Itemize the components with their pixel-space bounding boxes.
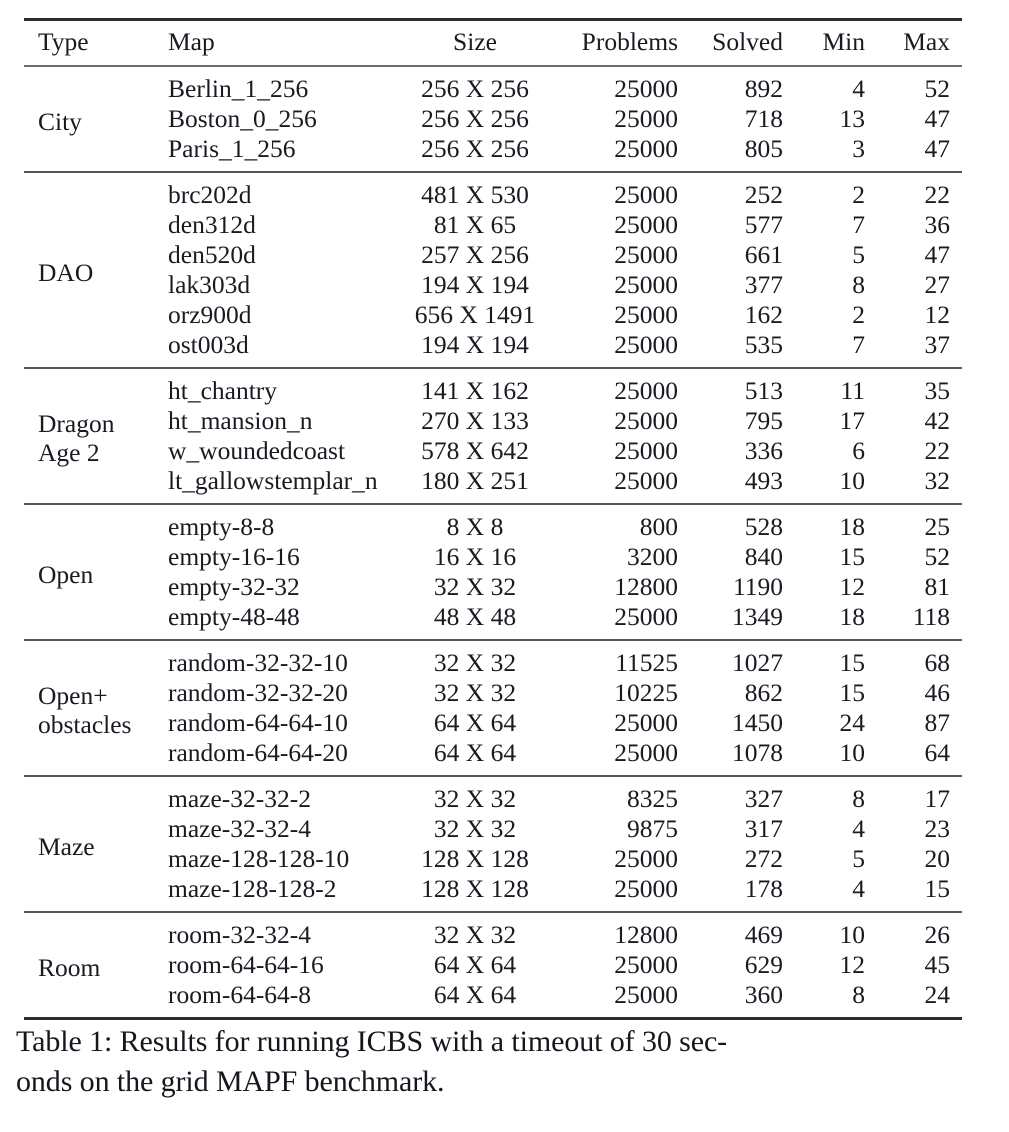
cell-problems: 25000	[614, 375, 678, 405]
cell-max: 37	[924, 329, 950, 359]
cell-map: empty-8-8	[168, 511, 275, 541]
cell-solved: 377	[744, 269, 783, 299]
cell-max: 20	[924, 843, 950, 873]
cell-min: 6	[852, 435, 865, 465]
cell-solved: 1450	[732, 707, 783, 737]
cell-solved: 892	[744, 73, 783, 103]
group-type-label-line: DAO	[38, 257, 94, 287]
group-type-label	[24, 66, 158, 172]
cell-map: maze-32-32-4	[168, 813, 312, 843]
cell-max: 27	[924, 269, 950, 299]
cell-solved: 469	[744, 919, 783, 949]
cell-size: 128 X 128	[421, 843, 529, 873]
cell-size: 81 X 65	[433, 209, 517, 239]
cell-size: 180 X 251	[421, 465, 529, 495]
cell-problems: 25000	[614, 329, 678, 359]
cell-max: 26	[924, 919, 950, 949]
group-type-label	[24, 504, 158, 640]
cell-size: 141 X 162	[421, 375, 529, 405]
cell-solved: 513	[744, 375, 783, 405]
cell-map: orz900d	[168, 299, 252, 329]
cell-problems: 25000	[614, 707, 678, 737]
cell-problems: 25000	[614, 435, 678, 465]
cell-min: 12	[839, 571, 865, 601]
cell-problems: 3200	[627, 541, 678, 571]
table-header-row	[24, 20, 962, 66]
cell-min: 18	[839, 511, 865, 541]
table-body	[24, 66, 962, 1019]
cell-problems: 9875	[627, 813, 678, 843]
cell-min: 11	[840, 375, 865, 405]
cell-map: Boston_0_256	[168, 103, 317, 133]
cell-map: brc202d	[168, 179, 252, 209]
cell-size: 32 X 32	[433, 813, 517, 843]
cell-map: maze-128-128-10	[168, 843, 350, 873]
cell-size: 656 X 1491	[414, 299, 536, 329]
table-row	[24, 466, 962, 504]
cell-size: 64 X 64	[433, 707, 517, 737]
cell-map: room-32-32-4	[168, 919, 312, 949]
cell-solved: 336	[744, 435, 783, 465]
cell-solved: 862	[744, 677, 783, 707]
cell-problems: 800	[639, 511, 678, 541]
cell-max: 45	[924, 949, 950, 979]
cell-map: room-64-64-16	[168, 949, 324, 979]
cell-max: 17	[924, 783, 950, 813]
cell-max: 25	[924, 511, 950, 541]
cell-map: Berlin_1_256	[168, 73, 309, 103]
cell-max: 52	[924, 73, 950, 103]
cell-max: 12	[924, 299, 950, 329]
table-row	[24, 270, 962, 300]
cell-solved: 629	[744, 949, 783, 979]
cell-min: 5	[852, 843, 865, 873]
group-type-label	[24, 172, 158, 368]
cell-size: 128 X 128	[421, 873, 529, 903]
table-row	[24, 104, 962, 134]
table-row	[24, 436, 962, 466]
table-row	[24, 844, 962, 874]
column-header-map: Map	[168, 27, 215, 56]
cell-problems: 25000	[614, 873, 678, 903]
table-row	[24, 542, 962, 572]
cell-map: Paris_1_256	[168, 133, 296, 163]
cell-solved: 317	[744, 813, 783, 843]
cell-problems: 25000	[614, 601, 678, 631]
table-row	[24, 912, 962, 950]
cell-problems: 12800	[614, 919, 678, 949]
cell-max: 35	[924, 375, 950, 405]
cell-solved: 795	[744, 405, 783, 435]
column-header-solved: Solved	[712, 27, 783, 56]
cell-min: 8	[852, 979, 865, 1009]
table-row	[24, 678, 962, 708]
table-row	[24, 980, 962, 1019]
table-row	[24, 66, 962, 104]
cell-min: 17	[839, 405, 865, 435]
cell-problems: 12800	[614, 571, 678, 601]
cell-max: 23	[924, 813, 950, 843]
cell-solved: 162	[744, 299, 783, 329]
cell-problems: 25000	[614, 269, 678, 299]
cell-problems: 11525	[615, 647, 678, 677]
cell-min: 3	[852, 133, 865, 163]
cell-min: 4	[852, 73, 865, 103]
cell-map: empty-32-32	[168, 571, 300, 601]
table-row	[24, 300, 962, 330]
table-row	[24, 572, 962, 602]
cell-size: 8 X 8	[446, 511, 504, 541]
cell-max: 52	[924, 541, 950, 571]
cell-map: ost003d	[168, 329, 249, 359]
cell-solved: 178	[744, 873, 783, 903]
cell-solved: 327	[744, 783, 783, 813]
table-header	[24, 20, 962, 66]
table-row	[24, 406, 962, 436]
cell-max: 24	[924, 979, 950, 1009]
cell-problems: 25000	[614, 209, 678, 239]
cell-map: random-32-32-20	[168, 677, 348, 707]
caption-line-2: onds on the grid MAPF benchmark.	[16, 1064, 445, 1098]
group-type-label-line: obstacles	[38, 710, 132, 739]
cell-max: 22	[924, 435, 950, 465]
table-row	[24, 708, 962, 738]
cell-solved: 535	[744, 329, 783, 359]
cell-solved: 272	[744, 843, 783, 873]
cell-size: 16 X 16	[433, 541, 517, 571]
caption-line-1: Table 1: Results for running ICBS with a timeout of 30 sec-	[16, 1025, 728, 1058]
table-row	[24, 738, 962, 776]
cell-solved: 1190	[732, 571, 783, 601]
cell-max: 46	[924, 677, 950, 707]
group-type-label-line: City	[38, 106, 82, 136]
cell-max: 47	[924, 239, 950, 269]
cell-size: 64 X 64	[433, 949, 517, 979]
cell-size: 32 X 32	[433, 647, 517, 677]
cell-size: 32 X 32	[433, 919, 517, 949]
table-caption	[16, 1022, 964, 1101]
cell-solved: 718	[744, 103, 783, 133]
cell-solved: 1078	[732, 737, 783, 767]
cell-map: random-64-64-10	[168, 707, 348, 737]
table-row	[24, 640, 962, 678]
cell-max: 64	[924, 737, 950, 767]
cell-solved: 577	[744, 209, 783, 239]
cell-min: 8	[852, 269, 865, 299]
cell-min: 2	[852, 179, 865, 209]
table-row	[24, 330, 962, 368]
cell-size: 48 X 48	[433, 601, 517, 631]
cell-size: 32 X 32	[433, 571, 517, 601]
cell-problems: 25000	[614, 179, 678, 209]
cell-solved: 252	[744, 179, 783, 209]
cell-min: 10	[839, 465, 865, 495]
table-row	[24, 368, 962, 406]
cell-problems: 25000	[614, 465, 678, 495]
cell-max: 87	[924, 707, 950, 737]
group-type-label	[24, 776, 158, 912]
group-type-label-line: Maze	[38, 831, 95, 861]
cell-max: 68	[924, 647, 950, 677]
cell-min: 7	[852, 329, 865, 359]
cell-size: 194 X 194	[421, 269, 529, 299]
group-type-label-line: Open+	[38, 681, 108, 711]
cell-max: 32	[924, 465, 950, 495]
cell-solved: 493	[744, 465, 783, 495]
cell-map: random-64-64-20	[168, 737, 348, 767]
column-header-type: Type	[38, 27, 89, 56]
column-header-min: Min	[822, 27, 865, 56]
cell-size: 481 X 530	[421, 179, 529, 209]
cell-solved: 661	[744, 239, 783, 269]
cell-min: 12	[839, 949, 865, 979]
cell-map: den312d	[168, 209, 256, 239]
column-header-max: Max	[903, 27, 950, 56]
group-type-label-line: Room	[38, 952, 101, 982]
cell-problems: 25000	[614, 949, 678, 979]
cell-size: 270 X 133	[421, 405, 529, 435]
cell-problems: 25000	[614, 979, 678, 1009]
cell-map: empty-16-16	[168, 541, 300, 571]
cell-map: maze-128-128-2	[168, 873, 337, 903]
cell-size: 64 X 64	[433, 737, 517, 767]
cell-min: 15	[839, 541, 865, 571]
cell-max: 118	[912, 601, 950, 631]
cell-min: 8	[852, 783, 865, 813]
table-row	[24, 874, 962, 912]
group-type-label-line: Dragon	[38, 409, 115, 439]
cell-min: 7	[852, 209, 865, 239]
table-row	[24, 950, 962, 980]
cell-problems: 25000	[614, 405, 678, 435]
table-row	[24, 602, 962, 640]
cell-min: 2	[852, 299, 865, 329]
cell-size: 64 X 64	[433, 979, 517, 1009]
cell-size: 256 X 256	[421, 73, 529, 103]
cell-size: 32 X 32	[433, 677, 517, 707]
cell-solved: 805	[744, 133, 783, 163]
cell-max: 36	[924, 209, 950, 239]
cell-max: 22	[924, 179, 950, 209]
cell-problems: 25000	[614, 73, 678, 103]
cell-size: 578 X 642	[421, 435, 529, 465]
table-row	[24, 776, 962, 814]
cell-size: 32 X 32	[433, 783, 517, 813]
cell-min: 5	[852, 239, 865, 269]
cell-size: 256 X 256	[421, 133, 529, 163]
results-table-container	[24, 18, 962, 1020]
cell-solved: 840	[744, 541, 783, 571]
cell-max: 47	[924, 103, 950, 133]
cell-problems: 25000	[614, 239, 678, 269]
table-row	[24, 240, 962, 270]
cell-map: ht_mansion_n	[168, 405, 313, 435]
cell-problems: 25000	[614, 737, 678, 767]
group-type-label	[24, 640, 158, 776]
cell-size: 257 X 256	[421, 239, 529, 269]
table-row	[24, 172, 962, 210]
cell-map: den520d	[168, 239, 256, 269]
cell-solved: 1027	[732, 647, 783, 677]
results-table	[24, 18, 962, 1020]
cell-problems: 8325	[627, 783, 678, 813]
cell-min: 18	[839, 601, 865, 631]
cell-map: random-32-32-10	[168, 647, 348, 677]
cell-min: 15	[839, 677, 865, 707]
cell-min: 10	[839, 737, 865, 767]
group-type-label-line: Age 2	[38, 438, 100, 467]
cell-map: w_woundedcoast	[168, 435, 346, 465]
cell-problems: 25000	[614, 103, 678, 133]
cell-solved: 360	[744, 979, 783, 1009]
table-row	[24, 134, 962, 172]
table-row	[24, 210, 962, 240]
cell-max: 81	[924, 571, 950, 601]
group-type-label	[24, 368, 158, 504]
cell-problems: 25000	[614, 843, 678, 873]
cell-max: 42	[924, 405, 950, 435]
cell-map: room-64-64-8	[168, 979, 312, 1009]
cell-max: 47	[924, 133, 950, 163]
table-row	[24, 504, 962, 542]
cell-max: 15	[924, 873, 950, 903]
cell-map: lak303d	[168, 269, 251, 299]
column-header-problems: Problems	[581, 27, 678, 56]
cell-map: maze-32-32-2	[168, 783, 312, 813]
cell-min: 13	[839, 103, 865, 133]
cell-map: empty-48-48	[168, 601, 300, 631]
column-header-size: Size	[453, 27, 497, 56]
cell-min: 4	[852, 813, 865, 843]
cell-problems: 25000	[614, 299, 678, 329]
cell-min: 4	[852, 873, 865, 903]
cell-size: 194 X 194	[421, 329, 529, 359]
cell-problems: 10225	[614, 677, 678, 707]
cell-size: 256 X 256	[421, 103, 529, 133]
cell-map: lt_gallowstemplar_n	[168, 465, 378, 495]
cell-problems: 25000	[614, 133, 678, 163]
cell-solved: 1349	[732, 601, 783, 631]
table-row	[24, 814, 962, 844]
group-type-label	[24, 912, 158, 1019]
cell-min: 15	[839, 647, 865, 677]
cell-min: 10	[839, 919, 865, 949]
cell-map: ht_chantry	[168, 375, 278, 405]
cell-min: 24	[839, 707, 865, 737]
group-type-label-line: Open	[38, 559, 94, 589]
cell-solved: 528	[744, 511, 783, 541]
